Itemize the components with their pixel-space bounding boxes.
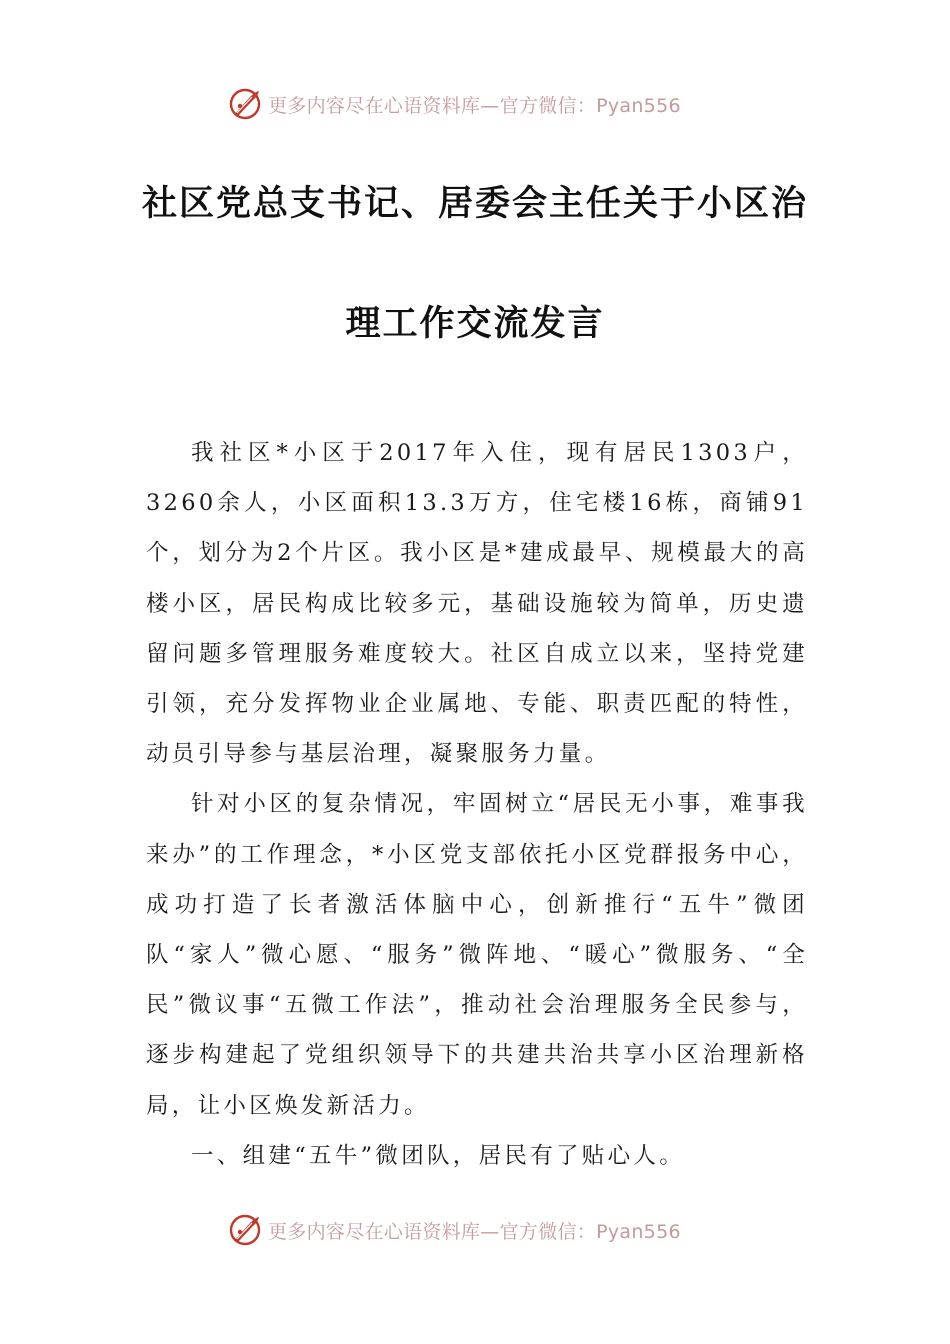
quill-logo-icon [228, 1213, 262, 1247]
quill-logo-icon [228, 87, 262, 121]
watermark-header [228, 84, 681, 124]
paragraph-approach: 针对小区的复杂情况，牢固树立“居民无小事，难事我来办”的工作理念，*小区党支部依托小区党群报务中心，成功打造了长者激活体脑中心，创新推行“五牛”微团队“家人”微心愿、“服务”微阵地、“暖心”微服务、“全民”微议事“五微工作法”，推动社会治理服务全民参与，逐步构建起了党组织领导下的共建共治共享小区治理新格局，让小区焕发新活力。 [146, 791, 808, 1119]
paragraph-intro: 我社区*小区于2017年入住，现有居民1303户，3260余人，小区面积13.3万方，住宅楼16栋，商铺91个，划分为2个片区。我小区是*建成最早、规模最大的高楼小区，居民构成比较多元，基础设施较为简单，历史遗留问题多管理服务难度较大。社区自成立以来，坚持党建引领，充分发挥物业企业属地、专能、职责匹配的特性，动员引导参与基层治理，凝聚服务力量。 [146, 440, 808, 768]
watermark-footer [228, 1210, 681, 1250]
watermark-text: 更多内容尽在心语资料库—官方微信：Pyan556 [268, 94, 681, 117]
document-title-line-2: 理工作交流发言 [345, 304, 605, 344]
document-body [146, 428, 808, 1181]
document-title-line-1: 社区党总支书记、居委会主任关于小区治 [141, 184, 808, 224]
section-heading-1: 一、组建“五牛”微团队，居民有了贴心人。 [191, 1142, 686, 1169]
watermark-text: 更多内容尽在心语资料库—官方微信：Pyan556 [268, 1220, 681, 1243]
